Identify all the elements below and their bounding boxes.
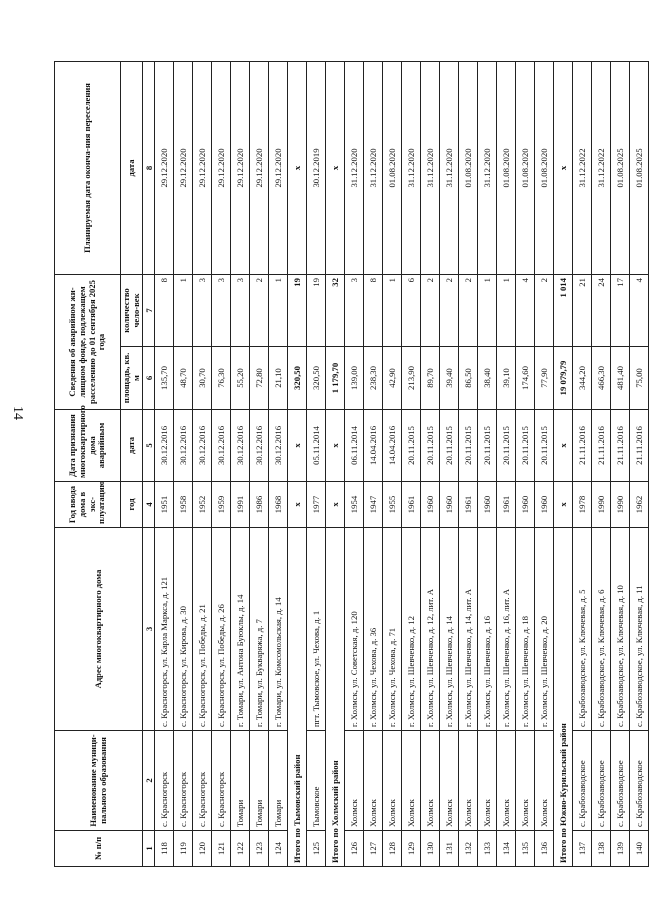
row-year: 1961 <box>402 482 421 528</box>
row-year: 1960 <box>440 482 459 528</box>
row-number: 135 <box>516 831 535 867</box>
table-row <box>155 62 174 867</box>
row-area: 481,40 <box>611 347 630 410</box>
row-number: 138 <box>592 831 611 867</box>
row-people: 3 <box>231 275 250 347</box>
row-year: 1959 <box>212 482 231 528</box>
row-people: 3 <box>193 275 212 347</box>
column-number: 1 <box>143 831 155 867</box>
table-row <box>402 62 421 867</box>
table-row <box>478 62 497 867</box>
row-number: 122 <box>231 831 250 867</box>
row-municipality: с. Красногорск <box>193 731 212 831</box>
row-number: 124 <box>269 831 288 867</box>
row-plan-date: 29.12.2020 <box>193 62 212 275</box>
row-area: 75,00 <box>630 347 649 410</box>
row-number: 125 <box>307 831 326 867</box>
row-municipality: Холмск <box>364 731 383 831</box>
table-row <box>383 62 402 867</box>
row-number: 123 <box>250 831 269 867</box>
subtotal-people: 19 <box>288 275 307 347</box>
row-municipality: Холмск <box>345 731 364 831</box>
column-number: 7 <box>143 275 155 347</box>
row-municipality: Холмск <box>440 731 459 831</box>
row-people: 2 <box>250 275 269 347</box>
row-plan-date: 29.12.2020 <box>250 62 269 275</box>
row-number: 119 <box>174 831 193 867</box>
row-area: 213,90 <box>402 347 421 410</box>
subtotal-area: 19 079,79 <box>554 347 573 410</box>
row-year: 1990 <box>611 482 630 528</box>
row-year: 1954 <box>345 482 364 528</box>
row-year: 1990 <box>592 482 611 528</box>
row-number: 129 <box>402 831 421 867</box>
row-plan-date: 29.12.2020 <box>174 62 193 275</box>
table-row <box>459 62 478 867</box>
row-recognition-date: 05.11.2014 <box>307 410 326 482</box>
row-municipality: Холмск <box>421 731 440 831</box>
row-municipality: с. Крабозаводское <box>592 731 611 831</box>
row-recognition-date: 30.12.2016 <box>231 410 250 482</box>
row-recognition-date: 30.12.2016 <box>250 410 269 482</box>
column-number: 2 <box>143 731 155 831</box>
row-area: 89,70 <box>421 347 440 410</box>
row-address: с. Крабозаводское, ул. Ключевая, д. 5 <box>573 528 592 731</box>
row-area: 21,10 <box>269 347 288 410</box>
row-recognition-date: 21.11.2016 <box>611 410 630 482</box>
row-number: 137 <box>573 831 592 867</box>
row-number: 128 <box>383 831 402 867</box>
table-row <box>269 62 288 867</box>
row-address: г. Томари, ул. Антона Буюклы, д. 14 <box>231 528 250 731</box>
row-year: 1986 <box>250 482 269 528</box>
row-number: 127 <box>364 831 383 867</box>
row-address: с. Красногорск, ул. Карла Маркса, д. 121 <box>155 528 174 731</box>
header-plan-group: Планируемая дата оконча-ния переселения <box>55 62 121 275</box>
column-number: 6 <box>143 347 155 410</box>
row-plan-date: 31.12.2020 <box>478 62 497 275</box>
header-municipality: Наименование муници-пального образования <box>55 731 143 831</box>
subtotal-recognition-date: x <box>326 410 345 482</box>
row-people: 2 <box>535 275 554 347</box>
row-people: 17 <box>611 275 630 347</box>
row-people: 2 <box>421 275 440 347</box>
row-year: 1962 <box>630 482 649 528</box>
row-year: 1960 <box>535 482 554 528</box>
row-people: 2 <box>459 275 478 347</box>
row-municipality: Холмск <box>535 731 554 831</box>
housing-table <box>54 61 649 867</box>
table-row <box>212 62 231 867</box>
row-address: г. Холмск, ул. Чехова, д. 36 <box>364 528 383 731</box>
row-people: 1 <box>383 275 402 347</box>
subtotal-area: 320,50 <box>288 347 307 410</box>
subtotal-row <box>288 62 307 867</box>
row-address: г. Холмск, ул. Чехова, д. 71 <box>383 528 402 731</box>
row-year: 1960 <box>421 482 440 528</box>
subtotal-year: x <box>288 482 307 528</box>
row-year: 1991 <box>231 482 250 528</box>
row-area: 38,40 <box>478 347 497 410</box>
table-row <box>535 62 554 867</box>
page-number: 14 <box>10 406 25 420</box>
subtotal-year: x <box>326 482 345 528</box>
row-recognition-date: 21.11.2016 <box>573 410 592 482</box>
header-year-group: Год ввода дома в экс-плуатацию <box>55 482 121 528</box>
row-recognition-date: 06.11.2014 <box>345 410 364 482</box>
row-people: 19 <box>307 275 326 347</box>
row-number: 134 <box>497 831 516 867</box>
row-municipality: Холмск <box>478 731 497 831</box>
table-row <box>630 62 649 867</box>
row-year: 1961 <box>459 482 478 528</box>
header-row-1 <box>55 62 121 867</box>
subtotal-people: 32 <box>326 275 345 347</box>
header-recognition-group: Дата признания многоквартирного дома аварийным <box>55 410 121 482</box>
row-municipality: с. Крабозаводское <box>611 731 630 831</box>
row-plan-date: 31.12.2020 <box>421 62 440 275</box>
row-recognition-date: 30.12.2016 <box>155 410 174 482</box>
row-municipality: Холмск <box>516 731 535 831</box>
row-area: 344,20 <box>573 347 592 410</box>
row-address: с. Крабозаводское, ул. Ключевая, д. 11 <box>630 528 649 731</box>
row-plan-date: 01.08.2025 <box>611 62 630 275</box>
row-people: 1 <box>478 275 497 347</box>
row-year: 1960 <box>478 482 497 528</box>
row-number: 131 <box>440 831 459 867</box>
row-municipality: Томари <box>231 731 250 831</box>
row-number: 120 <box>193 831 212 867</box>
subtotal-label: Итого по Тымовский район <box>288 528 307 867</box>
subtotal-plan-date: x <box>554 62 573 275</box>
row-address: г. Томари, ул. Букваряжа, д. 7 <box>250 528 269 731</box>
row-recognition-date: 20.11.2015 <box>535 410 554 482</box>
row-address: г. Холмск, ул. Шевченко, д. 16, лит. А <box>497 528 516 731</box>
row-people: 8 <box>155 275 174 347</box>
row-address: пгт. Тымовское, ул. Чехова, д. 1 <box>307 528 326 731</box>
row-municipality: с. Крабозаводское <box>573 731 592 831</box>
table-body <box>155 62 649 867</box>
row-municipality: с. Крабозаводское <box>630 731 649 831</box>
row-people: 3 <box>345 275 364 347</box>
header-address: Адрес многоквартирного дома <box>55 528 143 731</box>
row-area: 42,90 <box>383 347 402 410</box>
column-number: 8 <box>143 62 155 275</box>
header-area: площадь, кв. м <box>121 347 143 410</box>
row-address: г. Холмск, ул. Советская, д. 120 <box>345 528 364 731</box>
row-plan-date: 31.12.2020 <box>364 62 383 275</box>
row-year: 1951 <box>155 482 174 528</box>
subtotal-row <box>554 62 573 867</box>
row-people: 8 <box>364 275 383 347</box>
row-municipality: с. Красногорск <box>212 731 231 831</box>
row-recognition-date: 20.11.2015 <box>497 410 516 482</box>
row-year: 1961 <box>497 482 516 528</box>
table-row <box>573 62 592 867</box>
row-area: 139,00 <box>345 347 364 410</box>
row-municipality: с. Красногорск <box>174 731 193 831</box>
row-plan-date: 01.08.2020 <box>383 62 402 275</box>
header-year: год <box>121 482 143 528</box>
header-info-group: Сведения об аварийном жи-лищном фонде, подлежащем расселению до 01 сентября 2025 года <box>55 275 121 410</box>
row-municipality: Тымовское <box>307 731 326 831</box>
row-recognition-date: 20.11.2015 <box>421 410 440 482</box>
row-area: 76,30 <box>212 347 231 410</box>
row-number: 132 <box>459 831 478 867</box>
row-address: с. Красногорск, ул. Победы, д. 21 <box>193 528 212 731</box>
row-municipality: Томари <box>250 731 269 831</box>
row-plan-date: 31.12.2020 <box>402 62 421 275</box>
row-number: 121 <box>212 831 231 867</box>
row-people: 3 <box>212 275 231 347</box>
row-area: 30,70 <box>193 347 212 410</box>
table-row <box>364 62 383 867</box>
table-row <box>231 62 250 867</box>
row-municipality: Холмск <box>383 731 402 831</box>
row-area: 135,70 <box>155 347 174 410</box>
table-row <box>421 62 440 867</box>
row-municipality: Холмск <box>497 731 516 831</box>
row-plan-date: 29.12.2020 <box>155 62 174 275</box>
rotated-table-wrapper <box>54 62 644 867</box>
row-recognition-date: 20.11.2015 <box>459 410 478 482</box>
row-area: 86,50 <box>459 347 478 410</box>
row-plan-date: 29.12.2020 <box>269 62 288 275</box>
row-plan-date: 31.12.2020 <box>440 62 459 275</box>
row-plan-date: 01.08.2025 <box>630 62 649 275</box>
row-address: г. Холмск, ул. Шевченко, д. 12, лит. А <box>421 528 440 731</box>
table-row <box>440 62 459 867</box>
row-people: 21 <box>573 275 592 347</box>
row-municipality: Томари <box>269 731 288 831</box>
row-recognition-date: 20.11.2015 <box>478 410 497 482</box>
row-year: 1955 <box>383 482 402 528</box>
row-area: 48,70 <box>174 347 193 410</box>
subtotal-area: 1 179,70 <box>326 347 345 410</box>
row-address: с. Крабозаводское, ул. Ключевая, д. 10 <box>611 528 630 731</box>
row-people: 1 <box>174 275 193 347</box>
header-num: № п/п <box>55 831 143 867</box>
row-recognition-date: 30.12.2016 <box>174 410 193 482</box>
row-number: 126 <box>345 831 364 867</box>
header-people: количество чело-век <box>121 275 143 347</box>
row-recognition-date: 14.04.2016 <box>364 410 383 482</box>
row-plan-date: 29.12.2020 <box>231 62 250 275</box>
row-recognition-date: 30.12.2016 <box>193 410 212 482</box>
row-address: г. Холмск, ул. Шевченко, д. 14, лит. А <box>459 528 478 731</box>
row-recognition-date: 30.12.2016 <box>212 410 231 482</box>
row-address: г. Холмск, ул. Шевченко, д. 20 <box>535 528 554 731</box>
row-year: 1960 <box>516 482 535 528</box>
row-municipality: Холмск <box>459 731 478 831</box>
row-plan-date: 31.12.2020 <box>345 62 364 275</box>
row-municipality: с. Красногорск <box>155 731 174 831</box>
column-number: 3 <box>143 528 155 731</box>
row-area: 466,30 <box>592 347 611 410</box>
row-number: 136 <box>535 831 554 867</box>
row-recognition-date: 20.11.2015 <box>516 410 535 482</box>
table-row <box>516 62 535 867</box>
row-area: 320,50 <box>307 347 326 410</box>
subtotal-label: Итого по Холмский район <box>326 528 345 867</box>
row-address: г. Холмск, ул. Шевченко, д. 12 <box>402 528 421 731</box>
row-people: 4 <box>630 275 649 347</box>
row-area: 238,30 <box>364 347 383 410</box>
row-area: 77,90 <box>535 347 554 410</box>
column-number: 4 <box>143 482 155 528</box>
row-year: 1958 <box>174 482 193 528</box>
row-area: 39,40 <box>440 347 459 410</box>
subtotal-recognition-date: x <box>288 410 307 482</box>
row-people: 4 <box>516 275 535 347</box>
row-recognition-date: 21.11.2016 <box>630 410 649 482</box>
row-plan-date: 01.08.2020 <box>459 62 478 275</box>
row-municipality: Холмск <box>402 731 421 831</box>
row-plan-date: 30.12.2019 <box>307 62 326 275</box>
row-year: 1977 <box>307 482 326 528</box>
row-recognition-date: 20.11.2015 <box>402 410 421 482</box>
subtotal-recognition-date: x <box>554 410 573 482</box>
column-number: 5 <box>143 410 155 482</box>
row-number: 130 <box>421 831 440 867</box>
row-recognition-date: 14.04.2016 <box>383 410 402 482</box>
table-row <box>250 62 269 867</box>
row-number: 139 <box>611 831 630 867</box>
row-people: 2 <box>440 275 459 347</box>
row-recognition-date: 21.11.2016 <box>592 410 611 482</box>
table-row <box>497 62 516 867</box>
table-row <box>345 62 364 867</box>
row-area: 55,20 <box>231 347 250 410</box>
table-row <box>592 62 611 867</box>
row-plan-date: 29.12.2020 <box>212 62 231 275</box>
row-recognition-date: 20.11.2015 <box>440 410 459 482</box>
row-year: 1952 <box>193 482 212 528</box>
header-recognition-date: дата <box>121 410 143 482</box>
row-area: 174,60 <box>516 347 535 410</box>
subtotal-people: 1 014 <box>554 275 573 347</box>
row-number: 118 <box>155 831 174 867</box>
row-address: с. Красногорск, ул. Победы, д. 26 <box>212 528 231 731</box>
row-plan-date: 01.08.2020 <box>535 62 554 275</box>
row-people: 24 <box>592 275 611 347</box>
row-address: г. Холмск, ул. Шевченко, д. 16 <box>478 528 497 731</box>
row-year: 1968 <box>269 482 288 528</box>
row-year: 1947 <box>364 482 383 528</box>
subtotal-plan-date: x <box>326 62 345 275</box>
row-number: 140 <box>630 831 649 867</box>
row-number: 133 <box>478 831 497 867</box>
row-plan-date: 31.12.2022 <box>573 62 592 275</box>
row-year: 1978 <box>573 482 592 528</box>
row-address: г. Томари, ул. Комсомольская, д. 14 <box>269 528 288 731</box>
row-area: 72,80 <box>250 347 269 410</box>
row-address: г. Холмск, ул. Шевченко, д. 14 <box>440 528 459 731</box>
row-plan-date: 01.08.2020 <box>516 62 535 275</box>
subtotal-plan-date: x <box>288 62 307 275</box>
row-address: г. Холмск, ул. Шевченко, д. 18 <box>516 528 535 731</box>
row-address: с. Красногорск, ул. Кирова, д. 30 <box>174 528 193 731</box>
table-row <box>174 62 193 867</box>
row-plan-date: 31.12.2022 <box>592 62 611 275</box>
row-people: 1 <box>269 275 288 347</box>
row-recognition-date: 30.12.2016 <box>269 410 288 482</box>
table-row <box>193 62 212 867</box>
header-plan-date: дата <box>121 62 143 275</box>
row-area: 39,10 <box>497 347 516 410</box>
row-address: с. Крабозаводское, ул. Ключевая, д. 6 <box>592 528 611 731</box>
row-people: 6 <box>402 275 421 347</box>
table-row <box>611 62 630 867</box>
table-row <box>307 62 326 867</box>
column-number-row <box>143 62 155 867</box>
row-people: 1 <box>497 275 516 347</box>
subtotal-row <box>326 62 345 867</box>
row-plan-date: 01.08.2020 <box>497 62 516 275</box>
subtotal-year: x <box>554 482 573 528</box>
subtotal-label: Итого по Южно-Курильский район <box>554 528 573 867</box>
